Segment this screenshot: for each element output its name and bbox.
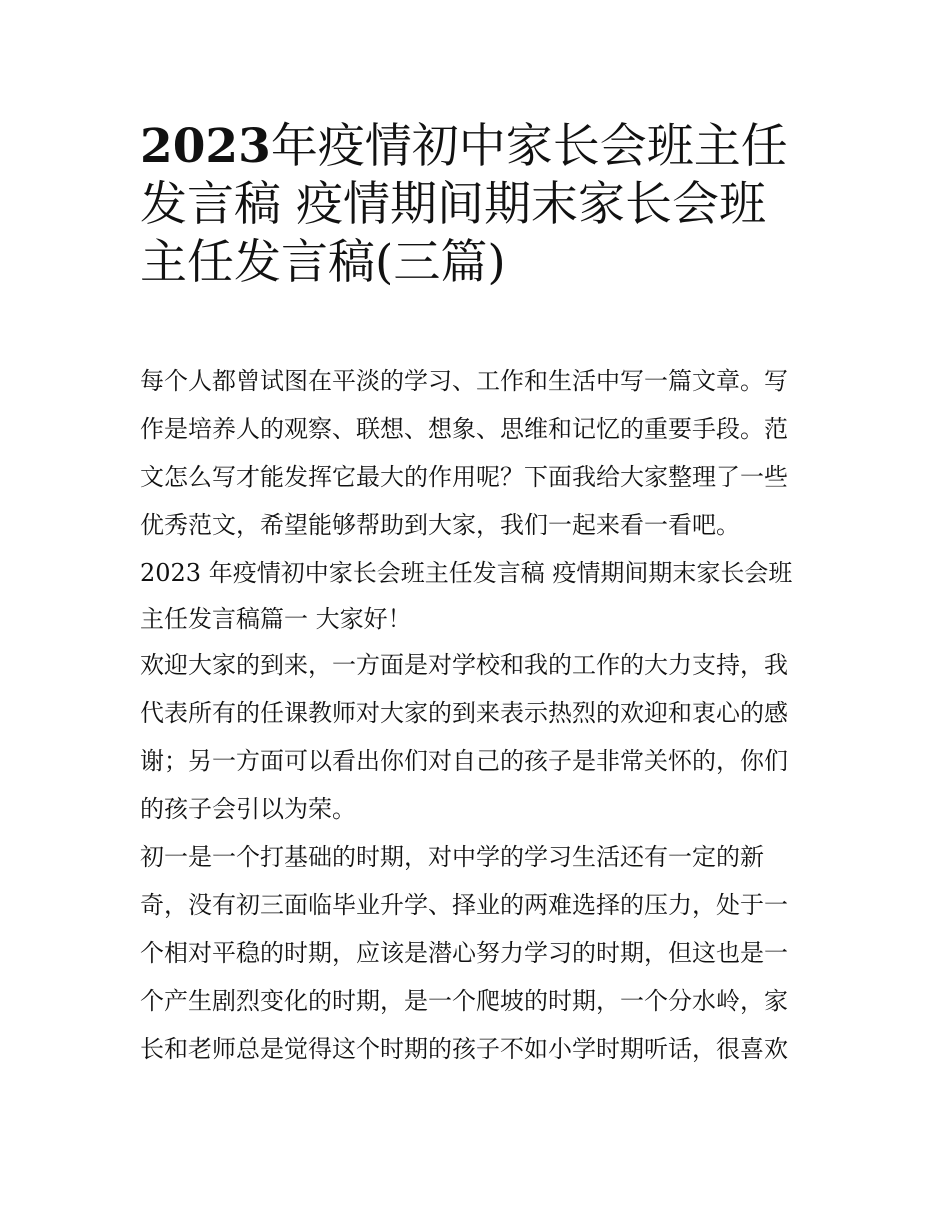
body-line: 欢迎大家的到来，一方面是对学校和我的工作的大力支持，我 — [140, 651, 788, 679]
document-title — [140, 118, 820, 292]
document-body — [140, 357, 820, 1073]
title-line-text: 年疫情初中家长会班主任 — [270, 119, 788, 174]
body-line: 的孩子会引以为荣。 — [140, 795, 356, 823]
title-year: 2023 — [140, 119, 271, 174]
title-line: 主任发言稿(三篇) — [140, 235, 506, 290]
body-line: 代表所有的任课教师对大家的到来表示热烈的欢迎和衷心的感 — [140, 699, 788, 727]
body-line: 文怎么写才能发挥它最大的作用呢？下面我给大家整理了一些 — [140, 463, 788, 491]
title-line: 发言稿 疫情期间期末家长会班 — [140, 177, 766, 232]
body-line: 2023 年疫情初中家长会班主任发言稿 疫情期间期末家长会班 — [140, 559, 793, 587]
title-line — [140, 118, 820, 176]
body-line: 个相对平稳的时期，应该是潜心努力学习的时期，但这也是一 — [140, 939, 788, 967]
body-line: 初一是一个打基础的时期，对中学的学习生活还有一定的新 — [140, 843, 764, 871]
body-line: 奇，没有初三面临毕业升学、择业的两难选择的压力，处于一 — [140, 891, 788, 919]
body-line: 个产生剧烈变化的时期，是一个爬坡的时期，一个分水岭，家 — [140, 987, 788, 1015]
body-line: 作是培养人的观察、联想、想象、思维和记忆的重要手段。范 — [140, 415, 788, 443]
body-line: 主任发言稿篇一 大家好！ — [140, 605, 412, 633]
body-line: 优秀范文，希望能够帮助到大家，我们一起来看一看吧。 — [140, 511, 740, 539]
body-line: 长和老师总是觉得这个时期的孩子不如小学时期听话，很喜欢 — [140, 1035, 788, 1063]
body-line: 谢；另一方面可以看出你们对自己的孩子是非常关怀的，你们 — [140, 747, 788, 775]
body-line: 每个人都曾试图在平淡的学习、工作和生活中写一篇文章。写 — [140, 367, 788, 395]
